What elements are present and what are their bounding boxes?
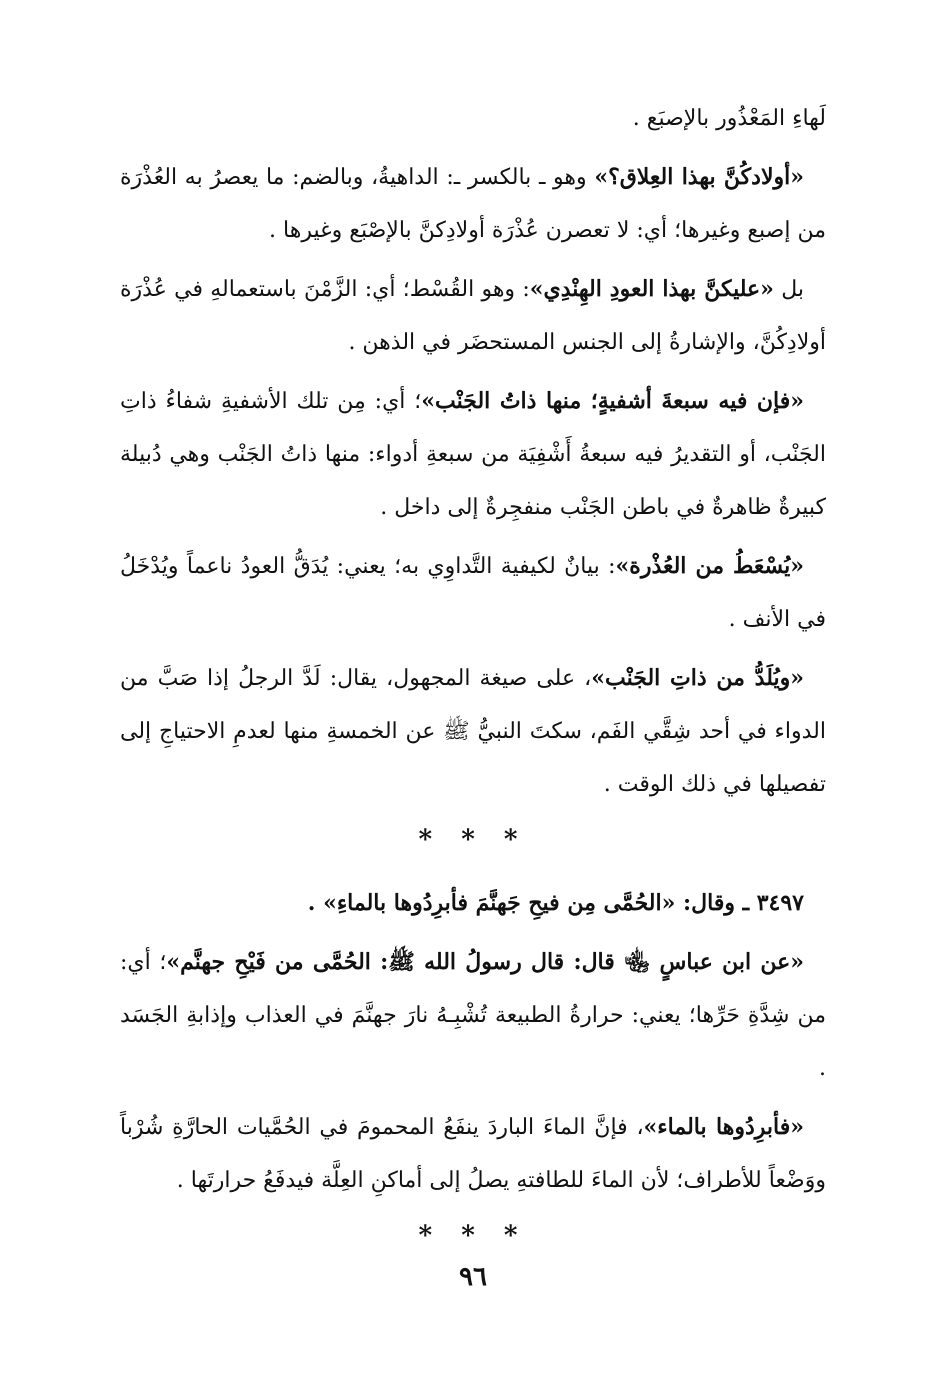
paragraph-5: [120, 540, 826, 646]
paragraph-4-quote: «فإن فيه سبعةَ أشفيةٍ؛ منها ذاتُ الجَنْب»: [421, 388, 804, 414]
page-body: [120, 92, 826, 1273]
paragraph-2-text: وهو ـ بالكسر ـ: الداهيةُ، وبالضم: ما يعصرُ به العُذْرَة من إصبع وغيرها؛ أي: لا تعصرن عُذْرَة أولادِكنَّ بالإصْبَع وغيرها .: [120, 165, 826, 243]
paragraph-3: [120, 263, 826, 369]
paragraph-4-text: ؛ أي: مِن تلك الأشفيةِ شفاءُ ذاتِ الجَنْب، أو التقديرُ فيه سبعةُ أَشْفِيَة من سبعةِ أدواء: منها ذاتُ الجَنْب وهي دُبيلة كبيرةٌ ظاهرةٌ في باطن الجَنْب منفجِرةٌ إلى داخل .: [120, 389, 826, 520]
paragraph-4: [120, 375, 826, 534]
paragraph-6-text: ، على صيغة المجهول، يقال: لَدَّ الرجلُ إذا صَبَّ من الدواء في أحد شِقَّي الفَم، سكتَ النبيُّ ﷺ عن الخمسةِ منها لعدمِ الاحتياجِ إلى تفصيلها في ذلك الوقت .: [120, 666, 826, 797]
paragraph-9-quote: «فأبرِدُوها بالماء»: [643, 1114, 804, 1140]
paragraph-9-text: ، فإنَّ الماءَ الباردَ ينفَعُ المحمومَ في الحُمَّيات الحارَّةِ شُرْباً ووَضْعاً للأطراف؛ لأن الماءَ للطافتهِ يصلُ إلى أماكنِ العِلَّة فيدفَعُ حرارتَها .: [120, 1115, 826, 1193]
paragraph-5-text: : بيانٌ لكيفية التَّداوِي به؛ يعني: يُدَقُّ العودُ ناعماً ويُدْخَلُ في الأنف .: [120, 554, 826, 632]
paragraph-3-text: : وهو القُسْط؛ أي: الزَّمْنَ باستعمالهِ في عُذْرَة أولادِكُنَّ، والإشارةُ إلى الجنس المستحضَر في الذهن .: [120, 277, 826, 355]
paragraph-1: [120, 92, 826, 145]
section-separator-end: * * *: [418, 1221, 528, 1251]
paragraph-3-quote: «عليكنَّ بهذا العودِ الهِنْدِي»: [529, 276, 774, 302]
paragraph-6: [120, 652, 826, 811]
section-separator: * * *: [418, 825, 528, 855]
hadith-number: ٣٤٩٧ ـ وقال:: [675, 890, 804, 916]
hadith-end: .: [307, 890, 324, 916]
paragraph-8-quote: «عن ابن عباسٍ ﵄ قال: قال رسولُ الله ﷺ: الحُمَّى من فَيْحِ جهنَّم»: [166, 949, 804, 975]
hadith-heading: [120, 877, 826, 930]
paragraph-8: [120, 936, 826, 1095]
paragraph-2: [120, 151, 826, 257]
paragraph-1-text: لَهاءِ المَعْذُور بالإصبَع .: [632, 106, 826, 131]
paragraph-8-text: ؛ أي: من شِدَّةِ حَرِّها؛ يعني: حرارةُ الطبيعة تُشْبِـهُ نارَ جهنَّمَ في العذاب وإذابةِ الجَسَد .: [120, 950, 826, 1081]
paragraph-2-quote: «أولادكُنَّ بهذا العِلاق؟»: [594, 164, 804, 190]
paragraph-9: [120, 1101, 826, 1207]
paragraph-6-quote: «ويُلَدُّ من ذاتِ الجَنْب»: [591, 665, 805, 691]
paragraph-3-lead: بل: [773, 277, 804, 302]
paragraph-5-quote: «يُسْعَطُ من العُذْرة»: [615, 553, 804, 579]
hadith-quote: «الحُمَّى مِن فيحِ جَهنَّمَ فأبرِدُوها بالماءِ»: [323, 890, 676, 916]
page-number: ٩٦: [459, 1262, 487, 1292]
